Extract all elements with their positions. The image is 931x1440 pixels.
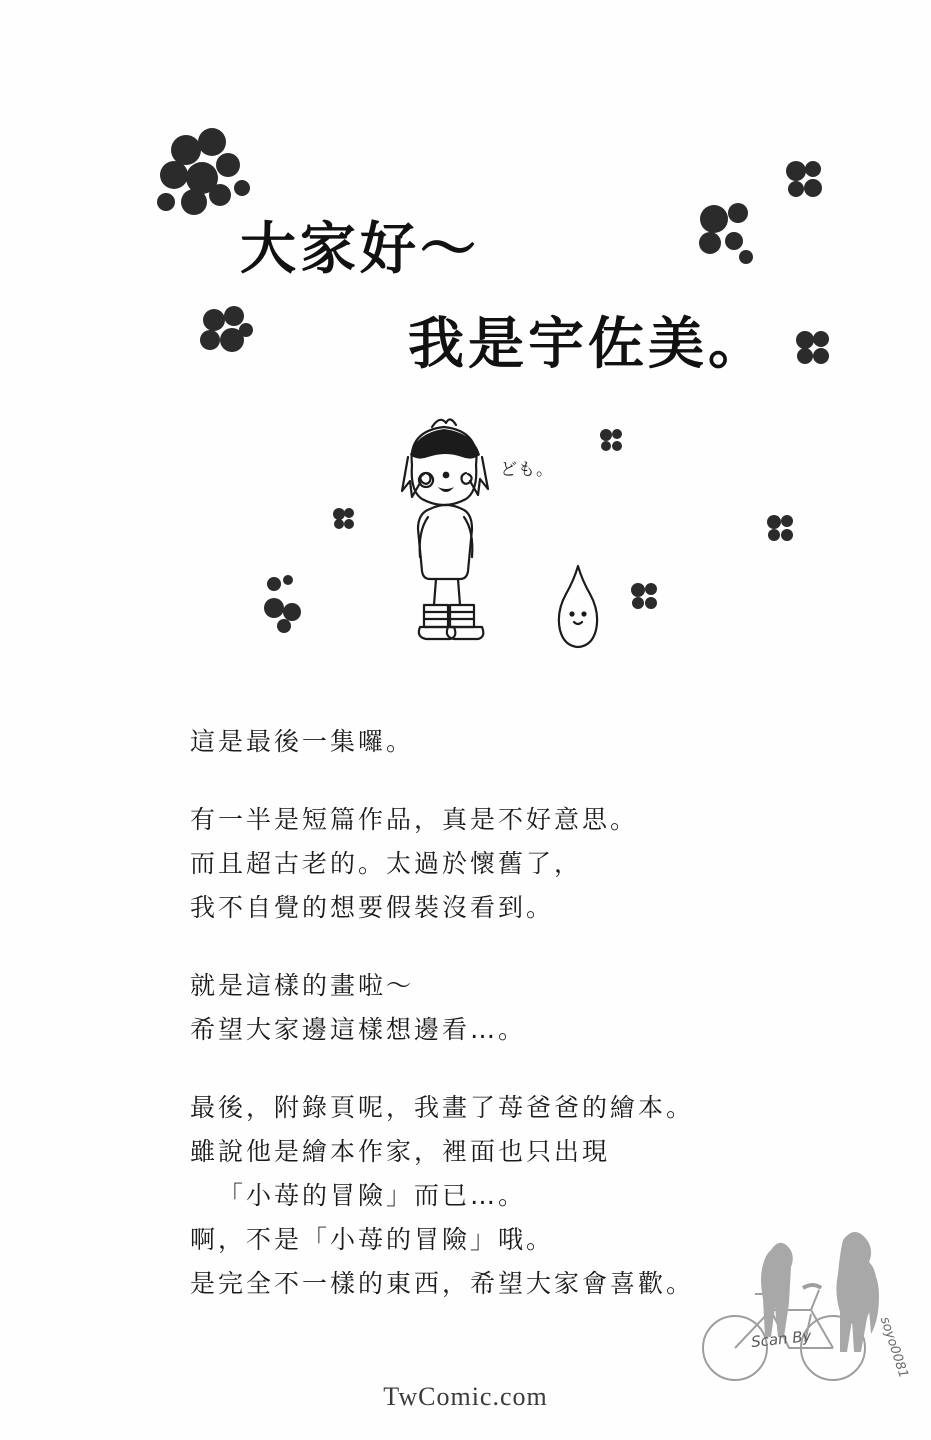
site-watermark: TwComic.com [383,1382,548,1411]
character-note: ども。 [500,460,554,480]
blob-creature-illustration [548,560,608,655]
character-illustration [360,405,530,665]
flower-icon [762,510,798,546]
scan-credit-label: Scan By [749,1326,812,1352]
flower-icon [596,425,626,455]
flower-icon [690,195,760,275]
text-line: 希望大家邊這樣想邊看…。 [190,1015,527,1044]
text-line: 有一半是短篇作品，真是不好意思。 [190,805,639,834]
text-line: 最後，附錄頁呢，我畫了苺爸爸的繪本。 [190,1093,695,1122]
paragraph [190,964,890,1052]
headline-line-2: 我是宇佐美。 [408,312,768,377]
scan-credit-user: soyo0081 [876,1315,911,1380]
flower-icon [780,155,828,205]
text-line: 就是這樣的畫啦～ [190,971,415,1000]
flower-icon [258,568,318,636]
text-line: 是完全不一樣的東西，希望大家會喜歡。 [190,1269,695,1298]
flower-icon [330,505,358,533]
flower-icon [196,300,256,360]
bicycle-watermark-icon [693,1210,903,1400]
paragraph [190,798,890,930]
text-line: 這是最後一集囉。 [190,727,415,756]
text-line: 而且超古老的。太過於懷舊了， [190,849,583,878]
text-line: 「小苺的冒險」而已…。 [218,1181,527,1210]
flower-icon [626,578,662,614]
flower-icon [790,325,836,371]
paragraph [190,720,890,764]
text-line: 雖說他是繪本作家，裡面也只出現 [190,1137,611,1166]
text-line: 啊，不是「小苺的冒險」哦。 [190,1225,555,1254]
headline-line-1: 大家好～ [240,217,480,282]
text-line: 我不自覺的想要假裝沒看到。 [190,893,555,922]
